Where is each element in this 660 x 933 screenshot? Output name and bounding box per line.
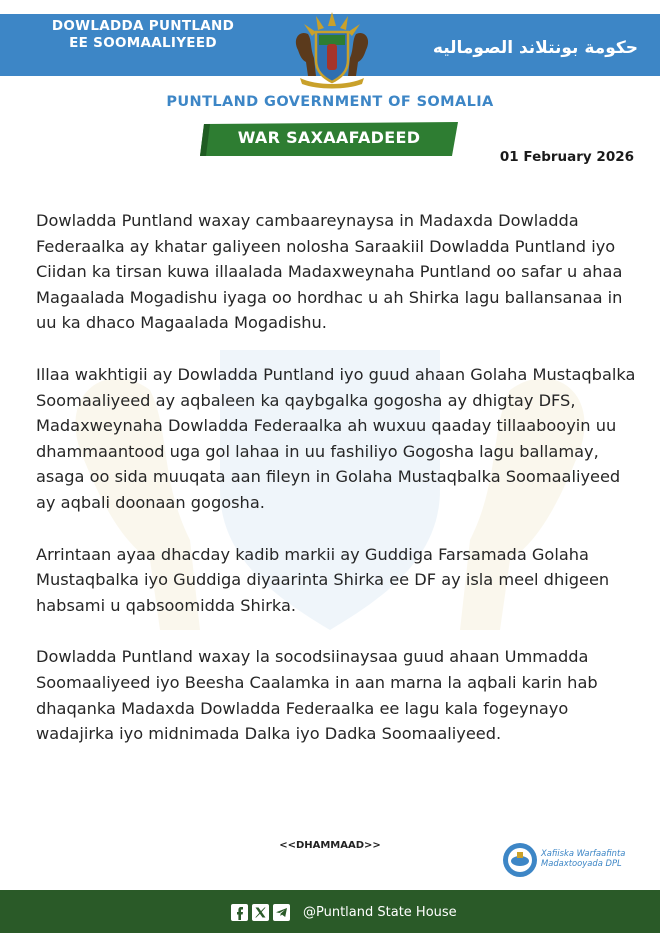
emblem-right-animal [348,33,368,76]
release-date: 01 February 2026 [499,149,634,165]
header-somali-line2: EE SOOMAALIYEED [69,35,217,51]
header-somali-name [38,18,248,52]
body-paragraph-3: Arrintaan ayaa dhacday kadib markii ay Guddiga Farsamada Golaha Mustaqbalka iyo Guddiga diyaarinta Shirka ee DF ay isla meel dhigeen habsami u qabsoomidda Shirka. [36,544,610,615]
header-arabic-name: حكومة بونتلاند الصوماليه [432,38,638,58]
body-paragraph-2: Illaa wakhtigii ay Dowladda Puntland iyo guud ahaan Golaha Mustaqbalka Soomaaliyeed ay aqbaleen ka qaybgalka gogosha ay dhigtay DFS, Madaxweynaha Dowladda Federaalka ah wuxuu qaaday tillaabooyin uu dhammaantood uga gol lahaa in uu fashiliyo Gogosha lagu ballamay, asaga oo sida muuqata aan fileyn in Golaha Mustaqbalka Soomaaliyeed ay aqbali doonaan gogosha. [36,364,636,512]
puntland-emblem [286,10,378,90]
x-icon[interactable] [252,904,269,921]
government-title: PUNTLAND GOVERNMENT OF SOMALIA [166,94,494,110]
office-name-line1: Xafiiska Warfaafinta [541,848,626,858]
emblem-left-animal [296,33,316,76]
office-name [541,848,656,868]
emblem-shield-band [319,35,345,45]
press-release-label: WAR SAXAAFADEED [237,128,421,147]
office-logo-icon [502,842,538,878]
press-release-body [36,208,636,773]
body-paragraph-1: Dowladda Puntland waxay cambaareynaysa in Madaxda Dowladda Federaalka ay khatar galiyeen nolosha Saraakiil Dowladda Puntland iyo Ciidan ka tirsan kuwa illaalada Madaxweynaha Puntland oo safar u ahaa Magaalada Mogadishu iyaga oo hordhac u ah Shirka lagu ballansanaa in uu ka dhaco Magaalada Mogadishu. [36,211,623,333]
header-somali-line1: DOWLADDA PUNTLAND [51,18,235,34]
office-name-line2: Madaxtooyada DPL [541,858,622,868]
facebook-icon[interactable] [231,904,248,921]
office-logo-crest [517,852,523,858]
body-paragraph-4: Dowladda Puntland waxay la socodsiinaysaa guud ahaan Ummadda Soomaaliyeed iyo Beesha Caalamka in aan marna la aqbali karin hab dhaqanka Madaxda Dowladda Federaalka ee lagu kala fogeynayo wadajirka iyo midnimada Dalka iyo Dadka Soomaaliyeed. [36,647,598,744]
emblem-shield-center [327,44,337,70]
telegram-icon[interactable] [273,904,290,921]
end-mark: <<DHAMMAAD>> [279,840,381,851]
footer-social-handle[interactable]: @Puntland State House [303,905,457,920]
